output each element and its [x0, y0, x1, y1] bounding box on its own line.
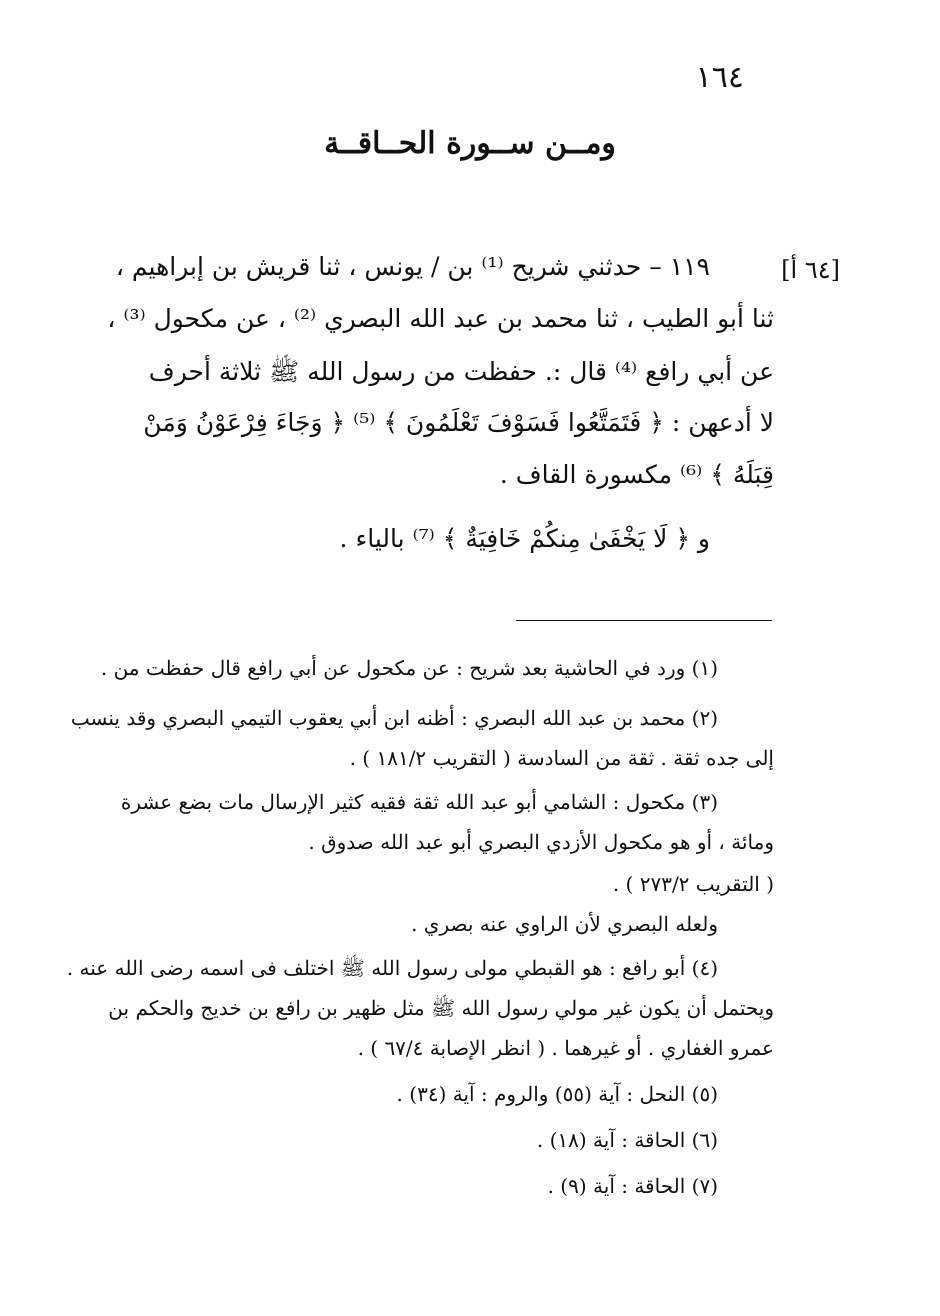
- footnote-line: ويحتمل أن يكون غير مولي رسول الله ﷺ مثل ظهير بن رافع بن خديج والحكم بن: [108, 996, 774, 1020]
- footnote-line: (١) ورد في الحاشية بعد شريح : عن مكحول عن أبي رافع قال حفظت من .: [100, 656, 718, 680]
- footnote-line: (٣) مكحول : الشامي أبو عبد الله ثقة فقيه كثير الإرسال مات بضع عشرة: [120, 790, 718, 814]
- footnote-line: إلى جده ثقة . ثقة من السادسة ( التقريب ١٨١/٢ ) .: [349, 746, 774, 770]
- body-line: قِبَلَهُ ﴾ ⁽⁶⁾ مكسورة القاف .: [499, 460, 774, 489]
- footnote-line: ( التقريب ٢٧٣/٢ ) .: [612, 872, 774, 896]
- body-line: عن أبي رافع ⁽⁴⁾ قال :. حفظت من رسول الله ﷺ ثلاثة أحرف: [148, 357, 774, 386]
- body-line: ١١٩ – حدثني شريح ⁽¹⁾ بن / يونس ، ثنا قريش بن إبراهيم ،: [115, 252, 710, 281]
- footnote-line: (٧) الحاقة : آية (٩) .: [547, 1174, 718, 1198]
- footnote-line: عمرو الغفاري . أو غيرهما . ( انظر الإصابة ٦٧/٤ ) .: [357, 1036, 774, 1060]
- footnote-line: ومائة ، أو هو مكحول الأزدي البصري أبو عبد الله صدوق .: [308, 830, 774, 854]
- footnote-line: ولعله البصري لأن الراوي عنه بصري .: [411, 912, 718, 936]
- footnote-line: (٤) أبو رافع : هو القبطي مولى رسول الله ﷺ اختلف فى اسمه رضى الله عنه .: [66, 956, 718, 980]
- footnote-line: (٢) محمد بن عبد الله البصري : أظنه ابن أبي يعقوب التيمي البصري وقد ينسب: [70, 706, 718, 730]
- page-title: ومــن ســورة الحــاقــة: [324, 126, 616, 161]
- footnote-line: (٦) الحاقة : آية (١٨) .: [536, 1128, 718, 1152]
- margin-reference: [٦٤ أ]: [781, 256, 840, 284]
- footnote-separator: [516, 620, 772, 621]
- page-number: ١٦٤: [695, 60, 744, 95]
- body-line: و ﴿ لَا يَخْفَىٰ مِنكُمْ خَافِيَةٌ ﴾ ⁽⁷⁾ بالياء .: [339, 524, 710, 553]
- body-line: ثنا أبو الطيب ، ثنا محمد بن عبد الله البصري ⁽²⁾ ، عن مكحول ⁽³⁾ ،: [107, 304, 774, 333]
- footnote-line: (٥) النحل : آية (٥٥) والروم : آية (٣٤) .: [396, 1082, 718, 1106]
- body-line: لا أدعهن : ﴿ فَتَمَتَّعُوا فَسَوْفَ تَعْلَمُونَ ﴾ ⁽⁵⁾ ﴿ وَجَاءَ فِرْعَوْنُ وَمَنْ: [143, 408, 774, 437]
